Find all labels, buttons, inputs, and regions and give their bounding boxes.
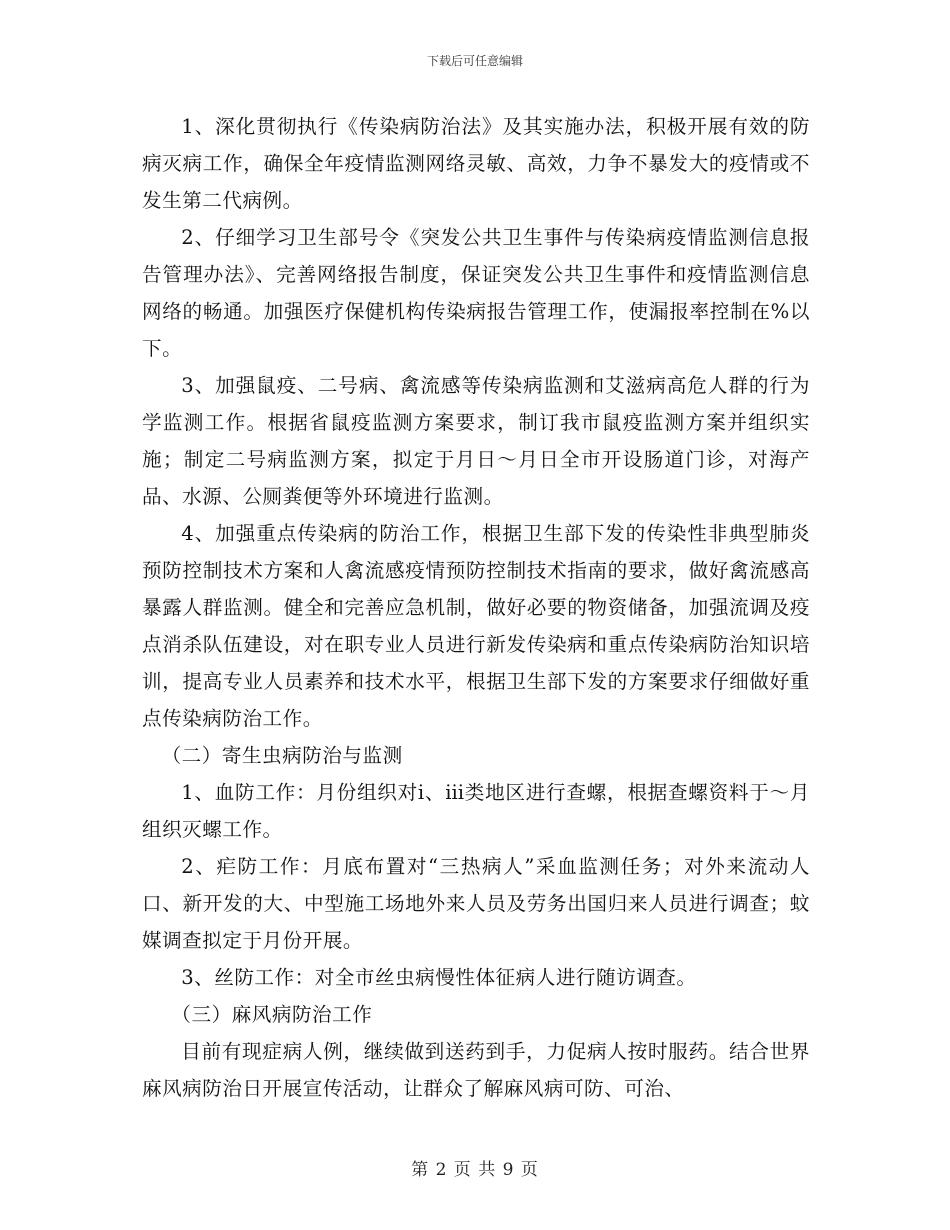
paragraph-filariasis: 3、丝防工作：对全市丝虫病慢性体征病人进行随访调查。 — [181, 966, 697, 989]
paragraph-malaria: 2、疟防工作：月底布置对“三热病人”采血监测任务；对外来流动人口、新开发的大、中型施工场地外来人员及劳务出国归来人员进行调查；蚊媒调查拟定于月份开展。 — [142, 855, 810, 952]
section-heading-parasitic-disease: （二）寄生虫病防治与监测 — [161, 744, 403, 767]
page-header-note: 下载后可任意编辑 — [426, 54, 523, 68]
paragraph-item-4: 4、加强重点传染病的防治工作，根据卫生部下发的传染性非典型肺炎预防控制技术方案和人禽流感疫情预防控制技术指南的要求，做好禽流感高暴露人群监测。健全和完善应急机制，做好必要的物资储备，加强流调及疫点消杀队伍建设，对在职专业人员进行新发传染病和重点传染病防治知识培训，提高专业人员素养和技术水平，根据卫生部下发的方案要求仔细做好重点传染病防治工作。 — [142, 522, 810, 730]
paragraph-leprosy: 目前有现症病人例，继续做到送药到手，力促病人按时服药。结合世界麻风病防治日开展宣传活动，让群众了解麻风病可防、可治、 — [142, 1040, 810, 1100]
paragraph-item-2: 2、仔细学习卫生部号令《突发公共卫生事件与传染病疫情监测信息报告管理办法》、完善网络报告制度，保证突发公共卫生事件和疫情监测信息网络的畅通。加强医疗保健机构传染病报告管理工作，使漏报率控制在%以下。 — [142, 226, 810, 360]
document-body — [142, 108, 810, 1107]
section-heading-leprosy: （三）麻风病防治工作 — [171, 1003, 373, 1026]
page-number-footer: 第 2 页 共 9 页 — [411, 1160, 539, 1180]
paragraph-schistosomiasis: 1、血防工作：月份组织对ⅰ、ⅲ类地区进行查螺，根据查螺资料于～月组织灭螺工作。 — [142, 781, 810, 841]
paragraph-item-1: 1、深化贯彻执行《传染病防治法》及其实施办法，积极开展有效的防病灭病工作，确保全年疫情监测网络灵敏、高效，力争不暴发大的疫情或不发生第二代病例。 — [142, 115, 810, 212]
paragraph-item-3: 3、加强鼠疫、二号病、禽流感等传染病监测和艾滋病高危人群的行为学监测工作。根据省鼠疫监测方案要求，制订我市鼠疫监测方案并组织实施；制定二号病监测方案，拟定于月日～月日全市开设肠道门诊，对海产品、水源、公厕粪便等外环境进行监测。 — [142, 374, 810, 508]
